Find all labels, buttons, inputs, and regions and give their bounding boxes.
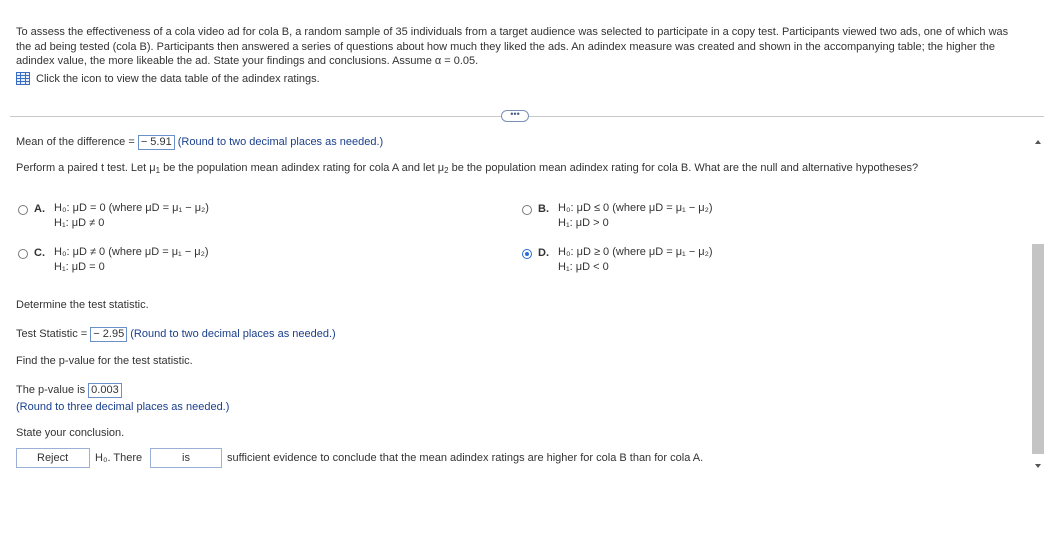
option-d-radio-selected[interactable] xyxy=(522,249,532,259)
option-c-h0: H₀: μD ≠ 0 (where μD = μ₁ − μ₂) xyxy=(54,246,209,258)
decision-dropdown[interactable]: Reject xyxy=(16,448,90,468)
option-b-h0: H₀: μD ≤ 0 (where μD = μ₁ − μ₂) xyxy=(558,202,713,214)
option-a-h1: H₁: μD ≠ 0 xyxy=(54,217,105,229)
option-d-h0: H₀: μD ≥ 0 (where μD = μ₁ − μ₂) xyxy=(558,246,713,258)
scroll-down-arrow-icon[interactable] xyxy=(1035,464,1041,468)
option-a-hypotheses[interactable] xyxy=(54,201,209,231)
scroll-thumb[interactable] xyxy=(1032,244,1044,454)
scroll-up-arrow-icon[interactable] xyxy=(1035,140,1041,144)
test-statistic-label: Test Statistic = xyxy=(16,328,88,340)
option-c-letter: C. xyxy=(34,247,45,259)
vertical-scrollbar[interactable] xyxy=(1032,138,1044,476)
mean-difference-row xyxy=(16,135,383,150)
option-c-h1: H₁: μD = 0 xyxy=(54,261,105,273)
expand-ellipsis-button[interactable]: ••• xyxy=(501,110,529,122)
problem-statement xyxy=(16,25,1046,69)
evidence-dropdown[interactable]: is xyxy=(150,448,222,468)
option-b-hypotheses[interactable] xyxy=(558,201,713,231)
question-text-b: be the population mean adindex rating for cola A and let μ xyxy=(160,162,445,174)
option-d-letter: D. xyxy=(538,247,549,259)
option-a-radio[interactable] xyxy=(18,205,28,215)
test-statistic-answer[interactable]: − 2.95 xyxy=(90,327,127,342)
p-value-label: The p-value is xyxy=(16,384,86,396)
mean-difference-hint: (Round to two decimal places as needed.) xyxy=(177,136,384,148)
p-value-answer[interactable]: 0.003 xyxy=(88,383,122,398)
mean-difference-label: Mean of the difference = xyxy=(16,136,135,148)
test-statistic-prompt: Determine the test statistic. xyxy=(16,299,149,311)
option-d-h1: H₁: μD < 0 xyxy=(558,261,609,273)
option-a-h0: H₀: μD = 0 (where μD = μ₁ − μ₂) xyxy=(54,202,209,214)
conclusion-text: sufficient evidence to conclude that the mean adindex ratings are higher for cola B than for cola A. xyxy=(227,452,704,464)
p-value-row xyxy=(16,383,122,398)
option-c-radio[interactable] xyxy=(18,249,28,259)
option-a-letter: A. xyxy=(34,203,45,215)
data-table-link[interactable] xyxy=(16,72,320,85)
data-table-link-text[interactable]: Click the icon to view the data table of the adindex ratings. xyxy=(36,72,320,85)
test-statistic-hint: (Round to two decimal places as needed.) xyxy=(130,328,336,340)
test-statistic-row xyxy=(16,327,336,342)
option-d-hypotheses[interactable] xyxy=(558,245,713,275)
option-b-radio[interactable] xyxy=(522,205,532,215)
p-value-hint: (Round to three decimal places as needed.) xyxy=(16,401,230,413)
data-table-icon[interactable] xyxy=(16,72,30,85)
question-text-c: be the population mean adindex rating for cola B. What are the null and alternative hypotheses? xyxy=(448,162,919,174)
option-b-letter: B. xyxy=(538,203,549,215)
mu-sub-1: 1 xyxy=(155,166,161,175)
mean-difference-answer[interactable]: − 5.91 xyxy=(138,135,175,150)
option-b-h1: H₁: μD > 0 xyxy=(558,217,609,229)
h0-there-label: H₀. There xyxy=(95,452,143,464)
question-text-a: Perform a paired t test. Let μ xyxy=(16,162,156,174)
problem-line-1: To assess the effectiveness of a cola video ad for cola B, a random sample of 35 individuals from a target audience was selected to participate in a copy test. Participants viewed two ads, one of which was xyxy=(16,26,1009,38)
hypotheses-question xyxy=(16,162,918,175)
mu-sub-2: 2 xyxy=(444,166,449,175)
p-value-prompt: Find the p-value for the test statistic. xyxy=(16,355,193,367)
problem-line-3: adindex value, the more likeable the ad. State your findings and conclusions. Assume α = 0.05. xyxy=(16,55,479,67)
option-c-hypotheses[interactable] xyxy=(54,245,209,275)
problem-line-2: the ad being tested (cola B). Participants then answered a series of questions about how much they liked the ads. An adindex measure was created and shown in the accompanying table; the higher the xyxy=(16,40,995,53)
conclusion-prompt: State your conclusion. xyxy=(16,427,125,439)
